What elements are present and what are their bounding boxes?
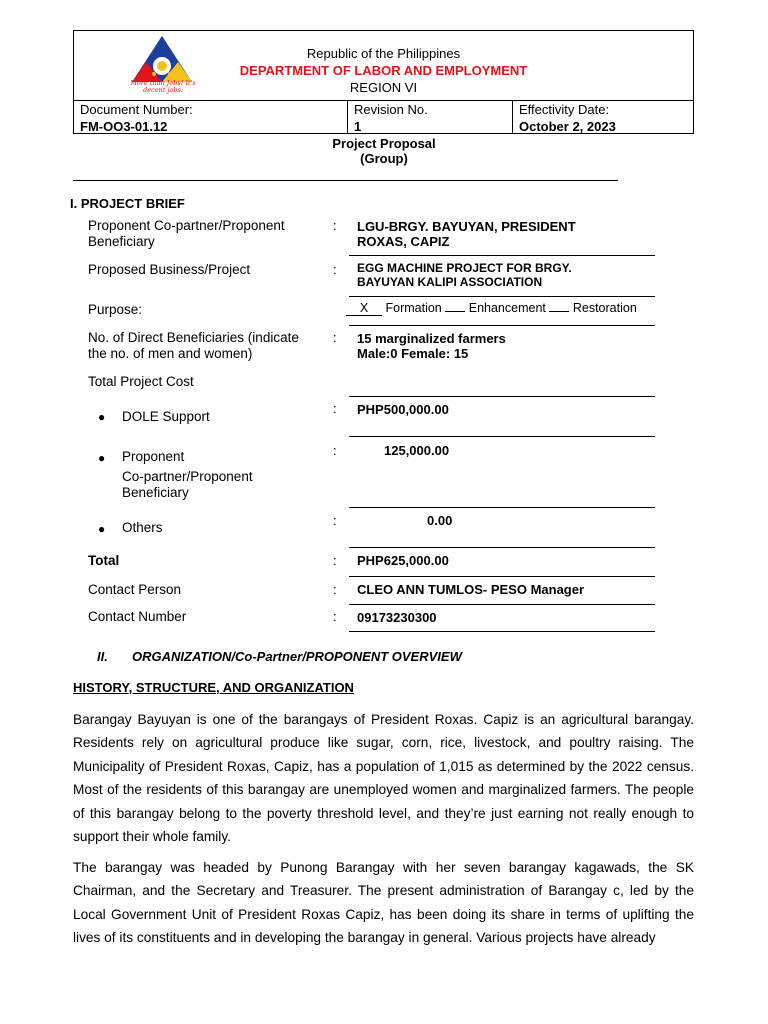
- purpose-option-formation: Formation: [385, 301, 442, 315]
- republic-line: Republic of the Philippines: [306, 46, 461, 61]
- colon: :: [333, 513, 337, 528]
- business-value: EGG MACHINE PROJECT FOR BRGY.: [357, 261, 572, 275]
- section-heading: I. PROJECT BRIEF: [70, 196, 185, 211]
- proponent-value-2: ROXAS, CAPIZ: [357, 234, 450, 249]
- beneficiaries-value: 15 marginalized farmers: [357, 331, 506, 346]
- logo-tagline: More than Jobs! It's decent jobs.: [130, 79, 196, 94]
- proponent-share-label: Proponent: [122, 449, 185, 464]
- others-label: Others: [122, 520, 163, 535]
- proponent-label: Proponent Co-partner/Proponent: [88, 218, 285, 233]
- revision-label: Revision No.: [354, 102, 428, 117]
- department-name: DEPARTMENT OF LABOR AND EMPLOYMENT: [239, 63, 528, 78]
- purpose-option-enhancement: Enhancement: [468, 301, 546, 315]
- total-label: Total: [88, 553, 120, 568]
- history-subheading: HISTORY, STRUCTURE, AND ORGANIZATION: [73, 680, 354, 695]
- total-cost-label: Total Project Cost: [88, 374, 194, 389]
- bullet: ●: [98, 451, 106, 465]
- history-paragraph-2: The barangay was headed by Punong Barangay with her seven barangay kagawads, the SK Chairman, and the Secretary and Treasurer. The present administration of Barangay c, led by the Local Government Unit of President Roxas Capiz, has been doing its share in terms of uplifting the lives of its constituents and in developing the barangay in general. Various projects have already: [73, 860, 694, 946]
- field-underline: [349, 547, 655, 548]
- colon: :: [333, 609, 337, 624]
- dole-support-value: PHP500,000.00: [357, 402, 449, 417]
- contact-number-value: 09173230300: [357, 610, 437, 625]
- colon: :: [333, 582, 337, 597]
- purpose-label: Purpose:: [88, 302, 143, 317]
- effectivity-value: October 2, 2023: [519, 119, 616, 134]
- document-header: [73, 30, 694, 134]
- field-underline: [349, 436, 655, 437]
- purpose-check-enhancement[interactable]: [445, 311, 465, 312]
- proponent-share-label-3: Beneficiary: [122, 485, 189, 500]
- field-underline: [349, 296, 655, 297]
- colon: :: [333, 218, 337, 233]
- field-underline: [349, 631, 655, 632]
- contact-number-label: Contact Number: [88, 609, 187, 624]
- beneficiaries-label: No. of Direct Beneficiaries (indicate: [88, 330, 299, 345]
- doc-number-value: FM-OO3-01.12: [80, 119, 168, 134]
- colon: :: [333, 401, 337, 416]
- header-col-divider: [347, 100, 348, 133]
- proponent-value: LGU-BRGY. BAYUYAN, PRESIDENT: [357, 219, 576, 234]
- proponent-share-value: 125,000.00: [384, 443, 450, 458]
- region-line: REGION VI: [349, 80, 418, 95]
- beneficiaries-label-2: the no. of men and women): [88, 346, 253, 361]
- section2-heading: ORGANIZATION/Co-Partner/PROPONENT OVERVIEW: [132, 649, 462, 664]
- field-underline: [349, 255, 655, 256]
- history-paragraph-1: Barangay Bayuyan is one of the barangays of President Roxas. Capiz is an agricultural barangay. Residents rely on agricultural produce like sugar, corn, rice, livestock, and poultry raising. The Municipality of President Roxas, Capiz, has a population of 1,015 as determined by the 2022 census. Most of the residents of this barangay are unemployed women and marginalized farmers. The people of this barangay belong to the poverty threshold level, and they’re just earning not really enough to support their whole family.: [73, 712, 694, 845]
- page-subtitle: (Group): [360, 151, 408, 166]
- colon: :: [333, 262, 337, 277]
- bullet: ●: [98, 410, 106, 424]
- purpose-check-restoration[interactable]: [549, 311, 569, 312]
- business-label: Proposed Business/Project: [88, 262, 251, 277]
- proponent-label-2: Beneficiary: [88, 234, 155, 249]
- section2-number: II.: [97, 649, 108, 664]
- field-underline: [349, 604, 655, 605]
- field-underline: [349, 576, 655, 577]
- page-title: Project Proposal: [332, 136, 436, 151]
- doc-number-label: Document Number:: [80, 102, 193, 117]
- dole-support-label: DOLE Support: [122, 409, 210, 424]
- effectivity-label: Effectivity Date:: [519, 102, 610, 117]
- business-value-2: BAYUYAN KALIPI ASSOCIATION: [357, 275, 543, 289]
- header-divider: [74, 100, 693, 101]
- proponent-share-label-2: Co-partner/Proponent: [122, 469, 253, 484]
- contact-person-label: Contact Person: [88, 582, 182, 597]
- bullet: ●: [98, 522, 106, 536]
- title-rule: [73, 180, 618, 181]
- colon: :: [333, 443, 337, 458]
- colon: :: [333, 553, 337, 568]
- others-value: 0.00: [427, 513, 453, 528]
- contact-person-value: CLEO ANN TUMLOS- PESO Manager: [357, 582, 585, 597]
- purpose-options: [346, 301, 637, 316]
- purpose-option-restoration: Restoration: [572, 301, 637, 315]
- header-col-divider: [512, 100, 513, 133]
- purpose-check-formation[interactable]: X: [346, 301, 382, 316]
- field-underline: [349, 396, 655, 397]
- field-underline: [349, 325, 655, 326]
- total-value: PHP625,000.00: [357, 553, 449, 568]
- field-underline: [349, 507, 655, 508]
- beneficiaries-value-2: Male:0 Female: 15: [357, 346, 469, 361]
- colon: :: [333, 330, 337, 345]
- revision-value: 1: [354, 119, 362, 134]
